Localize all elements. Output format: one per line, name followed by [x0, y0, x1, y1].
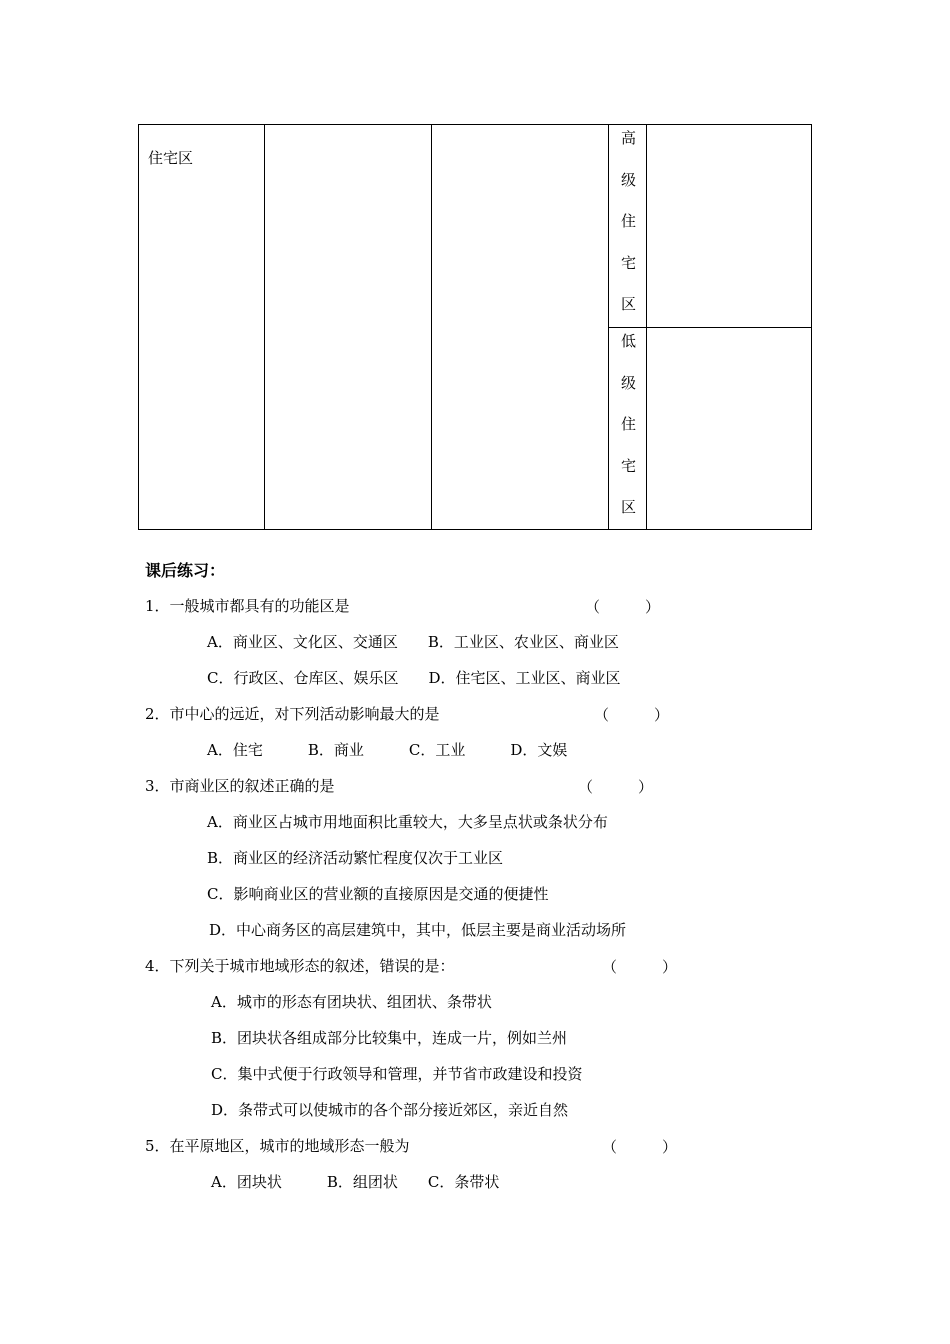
- table-column-divider: [431, 125, 432, 529]
- exercise-heading: 课后练习：: [145, 561, 226, 580]
- answer-bracket-2[interactable]: （ ）: [594, 706, 670, 724]
- question-2-options-line-1: A．住宅 B．商业 C．工业 D．文娱: [207, 741, 568, 759]
- question-5-stem: 5．在平原地区，城市的地域形态一般为: [145, 1137, 410, 1155]
- answer-bracket-5[interactable]: （ ）: [602, 1138, 678, 1156]
- vertical-char: 宅: [620, 253, 636, 272]
- question-1-stem: 1．一般城市都具有的功能区是: [145, 597, 350, 615]
- question-4-options-line-3: C．集中式便于行政领导和管理，并节省市政建设和投资: [211, 1065, 583, 1083]
- vertical-char: 低: [620, 332, 636, 350]
- table-column-divider: [264, 125, 265, 529]
- answer-bracket-1[interactable]: （ ）: [585, 598, 661, 616]
- vertical-char: 级: [620, 170, 636, 189]
- question-2-stem: 2．市中心的远近，对下列活动影响最大的是: [145, 705, 440, 723]
- sub-row-label-low-grade: [610, 328, 647, 536]
- row-label-residential: 住宅区: [148, 149, 194, 167]
- question-3-options-line-4: D．中心商务区的高层建筑中，其中，低层主要是商业活动场所: [209, 921, 627, 939]
- sub-row-label-high-grade: [610, 125, 647, 333]
- question-4-options-line-4: D．条带式可以使城市的各个部分接近郊区，亲近自然: [211, 1101, 569, 1119]
- vertical-char: 宅: [620, 456, 636, 475]
- vertical-char: 区: [620, 295, 636, 313]
- residential-zone-table: [138, 124, 812, 530]
- question-1-options-line-1: A．商业区、文化区、交通区 B．工业区、农业区、商业区: [207, 633, 619, 651]
- question-4-options-line-1: A．城市的形态有团块状、组团状、条带状: [211, 993, 492, 1011]
- question-5-options-line-1: A．团块状 B．组团状 C．条带状: [211, 1173, 500, 1191]
- question-1-options-line-2: C．行政区、仓库区、娱乐区 D．住宅区、工业区、商业区: [207, 669, 621, 687]
- question-3-options-line-2: B．商业区的经济活动繁忙程度仅次于工业区: [207, 849, 504, 867]
- question-4-options-line-2: B．团块状各组成部分比较集中，连成一片，例如兰州: [211, 1029, 568, 1047]
- question-3-stem: 3．市商业区的叙述正确的是: [145, 777, 335, 795]
- question-3-options-line-1: A．商业区占城市用地面积比重较大，大多呈点状或条状分布: [207, 813, 608, 831]
- vertical-char: 高: [620, 129, 636, 147]
- question-4-stem: 4．下列关于城市地域形态的叙述，错误的是：: [145, 957, 455, 975]
- question-3-options-line-3: C．影响商业区的营业额的直接原因是交通的便捷性: [207, 885, 549, 903]
- vertical-char: 区: [620, 498, 636, 516]
- answer-bracket-3[interactable]: （ ）: [578, 778, 654, 796]
- vertical-char: 住: [620, 415, 636, 433]
- vertical-char: 级: [620, 373, 636, 392]
- vertical-char: 住: [620, 212, 636, 230]
- answer-bracket-4[interactable]: （ ）: [602, 958, 678, 976]
